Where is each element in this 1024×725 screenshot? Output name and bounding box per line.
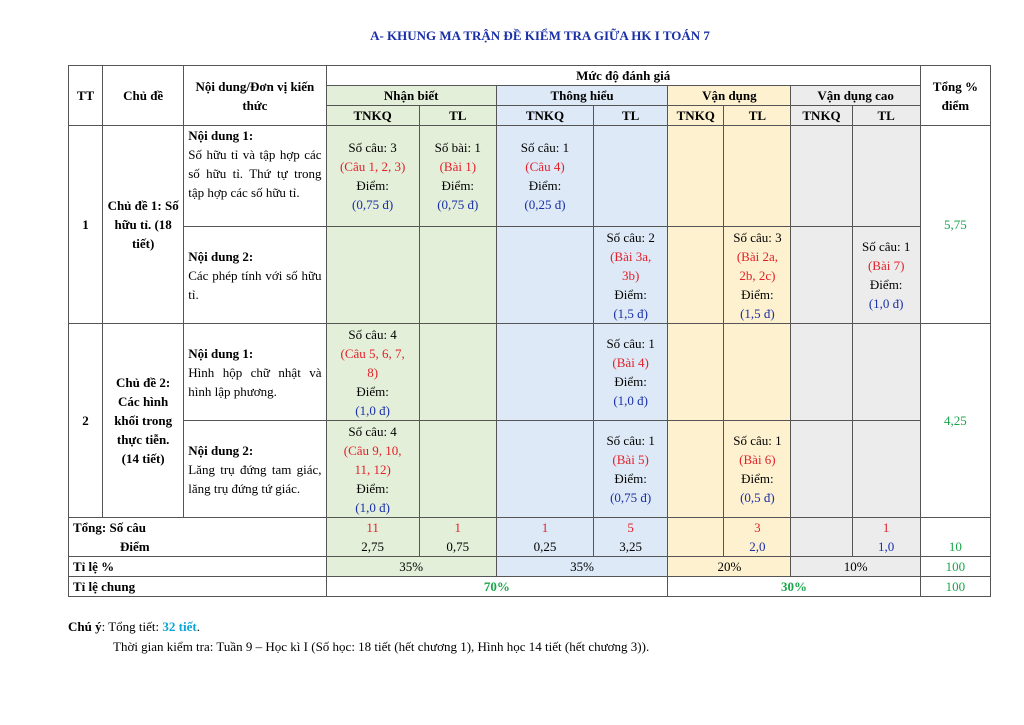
totals-label-score: Điểm [120,539,150,554]
cell-score-label: Điểm: [356,383,389,399]
empty-cell [496,421,593,518]
cell-score-label: Điểm: [614,471,647,486]
cell-score-label: Điểm: [741,286,774,302]
cell-items: (Bài 7) [867,258,905,273]
topic2-tt: 2 [69,324,103,518]
empty-cell [419,324,496,421]
cell-items: (Bài 1) [439,159,477,174]
content-title: Nội dung 2: [188,248,254,264]
cell-count: Số câu: 1 [606,336,655,351]
cell-count: Số câu: 3 [733,229,782,245]
totals-vd-tl: 3 2,0 [724,518,791,557]
empty-cell [668,324,724,421]
empty-cell [668,227,724,324]
cell-count: Số bài: 1 [434,140,481,155]
header-muc-do: Mức độ đánh giá [326,66,920,86]
topic2-c2-nb-tnkq [326,421,419,518]
topic1-c1-nb-tl [419,126,496,227]
cell-score-label: Điểm: [528,178,562,193]
cell-items: (Bài 3a, [610,248,652,264]
note-line1 [68,617,649,637]
content-title: Nội dung 1: [188,345,254,361]
cell-items: (Câu 5, 6, 7, [340,345,405,361]
header-level-thong-hieu: Thông hiểu [496,86,667,106]
empty-cell [668,518,724,557]
tile-total: 100 [920,557,990,577]
empty-cell [791,518,852,557]
header-chu-de: Chủ đề [103,66,184,126]
note-prefix: : Tổng tiết: [101,619,163,634]
cell-score: (0,75 đ) [610,490,652,505]
cell-score: (1,0 đ) [613,393,648,408]
note-suffix: . [196,619,200,634]
totals-label [69,518,327,557]
cell-items: 3b) [621,267,640,283]
cell-count: Số câu: 4 [348,423,397,439]
tile-van-dung: 20% [668,557,791,577]
cell-score: (1,5 đ) [613,305,648,321]
note-line2: Thời gian kiểm tra: Tuần 9 – Học kì I (Số học: 18 tiết (hết chương 1), Hình học 14 tiết (hết chương 3)). [113,639,650,654]
cell-count: Số câu: 4 [348,326,397,342]
note-block [68,617,649,657]
cell-items: 11, 12) [354,461,391,477]
content-title: Nội dung 2: [188,442,254,458]
cell-score: (1,0 đ) [355,402,390,418]
topic1-tt: 1 [69,126,103,324]
tile-chung-left: 70% [326,577,668,597]
cell-score-label: Điểm: [614,374,647,389]
empty-cell [419,421,496,518]
totals-vdc-tl: 1 1,0 [852,518,920,557]
cell-score-label: Điểm: [356,178,389,193]
header-noi-dung: Nội dung/Đơn vị kiến thức [184,66,326,126]
empty-cell [724,324,791,421]
topic2-content2 [184,421,326,518]
cell-items: 2b, 2c) [739,267,776,283]
header-tnkq: TNKQ [668,106,724,126]
empty-cell [496,227,593,324]
tile-chung-label: Tỉ lệ chung [69,577,327,597]
header-tnkq: TNKQ [496,106,593,126]
content-text: Số hữu tỉ và tập hợp các số hữu tỉ. Thứ tự trong tập hợp các số hữu tỉ. [188,147,322,200]
cell-score-label: Điểm: [869,277,903,292]
totals-th-tnkq: 1 0,25 [496,518,593,557]
topic1-c1-nb-tnkq [326,126,419,227]
header-tl: TL [594,106,668,126]
header-level-van-dung-cao: Vận dụng cao [791,86,920,106]
content-text: Hình hộp chữ nhật và hình lập phương. [188,364,322,399]
empty-cell [668,421,724,518]
content-text: Các phép tính với số hữu tỉ. [188,267,322,302]
tile-thong-hieu: 35% [496,557,667,577]
cell-items: (Câu 4) [525,159,565,174]
topic1-content1 [184,126,326,227]
cell-count: Số câu: 2 [606,229,655,245]
empty-cell [791,421,852,518]
empty-cell [496,324,593,421]
content-text: Lăng trụ đứng tam giác, lăng trụ đứng tứ giác. [188,461,322,496]
totals-nb-tl: 1 0,75 [419,518,496,557]
cell-score: (1,0 đ) [868,296,904,311]
cell-count: Số câu: 1 [861,239,911,254]
cell-score: (0,25 đ) [524,197,566,212]
totals-grand: 10 [920,518,990,557]
header-tnkq: TNKQ [791,106,852,126]
totals-label-count: Tổng: Số câu [73,520,146,535]
document-title: A- KHUNG MA TRẬN ĐỀ KIỂM TRA GIỮA HK I TOÁN 7 [370,28,710,43]
header-tl: TL [419,106,496,126]
topic2-total: 4,25 [920,324,990,518]
topic2-content1 [184,324,326,421]
cell-score: (1,5 đ) [740,305,775,321]
note-total-periods: 32 tiết [162,619,197,634]
topic1-content2 [184,227,326,324]
header-level-nhan-biet: Nhận biết [326,86,496,106]
topic1-c1-th-tnkq [496,126,593,227]
empty-cell [791,126,852,227]
cell-count: Số câu: 3 [348,140,397,155]
topic1-c2-vdc-tl [852,227,920,324]
cell-score-label: Điểm: [356,480,389,496]
header-tnkq: TNKQ [326,106,419,126]
tile-chung-right: 30% [668,577,921,597]
topic1-name: Chủ đề 1: Số hữu tỉ. (18 tiết) [103,126,184,324]
topic1-c2-vd-tl [724,227,791,324]
topic2-c2-th-tl [594,421,668,518]
cell-score: (0,5 đ) [740,490,775,505]
topic1-c2-th-tl [594,227,668,324]
topic1-total: 5,75 [920,126,990,324]
totals-nb-tnkq: 11 2,75 [326,518,419,557]
empty-cell [791,227,852,324]
cell-score-label: Điểm: [441,178,475,193]
tile-chung-total: 100 [920,577,990,597]
header-level-van-dung: Vận dụng [668,86,791,106]
topic2-c1-th-tl [594,324,668,421]
tile-nhan-biet: 35% [326,557,496,577]
header-tl: TL [724,106,791,126]
note-label: Chú ý [68,619,102,634]
empty-cell [852,324,920,421]
cell-items: (Câu 9, 10, [343,442,402,458]
cell-score: (1,0 đ) [355,499,390,515]
cell-count: Số câu: 1 [733,433,782,448]
cell-score-label: Điểm: [741,471,774,486]
cell-items: (Bài 4) [612,355,649,370]
cell-score-label: Điểm: [614,286,647,302]
topic2-c2-vd-tl [724,421,791,518]
topic2-name: Chủ đề 2: Các hình khối trong thực tiễn. (14 tiết) [103,324,184,518]
empty-cell [326,227,419,324]
cell-items: (Bài 5) [612,452,649,467]
cell-count: Số câu: 1 [520,140,570,155]
empty-cell [419,227,496,324]
cell-items: 8) [367,364,379,380]
header-tl: TL [852,106,920,126]
empty-cell [852,126,920,227]
totals-th-tl: 5 3,25 [594,518,668,557]
cell-score: (0,75 đ) [437,197,479,212]
empty-cell [852,421,920,518]
cell-score: (0,75 đ) [352,197,394,212]
assessment-matrix-table [68,65,991,597]
content-title: Nội dung 1: [188,128,254,143]
cell-items: (Bài 2a, [736,248,778,264]
tile-label: Tỉ lệ % [69,557,327,577]
cell-items: (Câu 1, 2, 3) [339,159,406,174]
cell-items: (Bài 6) [739,452,776,467]
header-tong: Tổng % điểm [920,66,990,126]
empty-cell [594,126,668,227]
empty-cell [724,126,791,227]
empty-cell [668,126,724,227]
header-tt: TT [69,66,103,126]
tile-van-dung-cao: 10% [791,557,920,577]
topic2-c1-nb-tnkq [326,324,419,421]
empty-cell [791,324,852,421]
cell-count: Số câu: 1 [606,433,655,448]
